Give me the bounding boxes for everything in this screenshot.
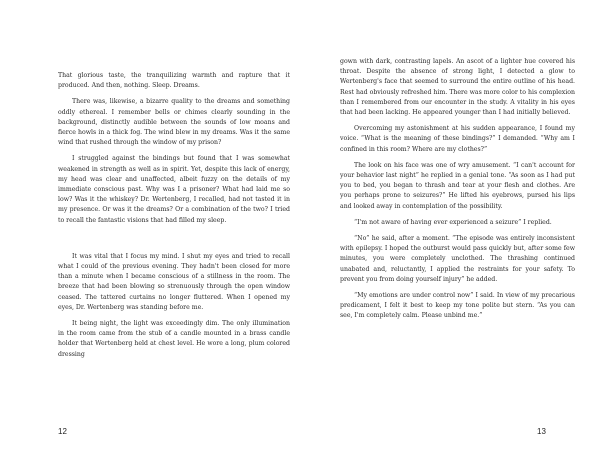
paragraph: “I'm not aware of having ever experienced a seizure” I replied.: [354, 218, 552, 226]
paragraph: It was vital that I focus my mind. I shut my eyes and tried to recall what I could of the previous evening. They hadn't been closed for more than a minute when I became conscious of a stillness in the room. The breeze that had been blowing so strenuously through the open window ceased. The tattered curtains no longer fluttered. When I opened my eyes, Dr. Wertenberg was standing before me.: [58, 252, 290, 311]
paragraph: Overcoming my astonishment at his sudden appearance, I found my voice. “What is the meaning of these bindings?” I demanded. “Why am I confined in this room? Where are my clothes?”: [340, 125, 575, 153]
right-page: [300, 0, 600, 463]
paragraph: The look on his face was one of wry amusement. “I can't account for your behavior last night” he replied in a genial tone. “As soon as I had put you to bed, you began to thrash and tear at your flesh and clothes. Are you perhaps prone to seizures?” He lifted his eyebrows, pursed his lips and looked away in contemplation of the possibility.: [340, 161, 575, 210]
paragraph: gown with dark, contrasting lapels. An ascot of a lighter hue covered his throat. Despite the absence of strong light, I detected a glow to Wertenberg's face that seemed to surround the entire outline of his head. Rest had obviously refreshed him. There was more color to his complexion than I remembered from our encounter in the study. A vitality in his eyes that had been lacking. He appeared younger than I had initially believed.: [340, 58, 575, 117]
right-page-text: [340, 57, 575, 328]
paragraph: “My emotions are under control now” I said. In view of my precarious predicament, I felt it best to keep my tone polite but stern. “As you can see, I'm completely calm. Please unbind me.”: [340, 292, 575, 320]
paragraph: It being night, the light was exceedingly dim. The only illumination in the room came from the stub of a candle mounted in a brass candle holder that Wertenberg held at chest level. He wore a long, plum colored dressing: [58, 320, 290, 358]
page-number: 12: [58, 427, 67, 436]
paragraph: I struggled against the bindings but found that I was somewhat weakened in strength as well as in spirit. Yet, despite this lack of energy, my head was clear and unaffected, albeit fuzzy on the details of my immediate conscious past. Why was I a prisoner? What had laid me so low? Was it the whiskey? Dr. Wertenberg, I recalled, had not tasted it in my presence. Or was it the dreams? Or a combination of the two? I tried to recall the fantastic visions that had filled my sleep.: [58, 155, 290, 224]
paragraph: That glorious taste, the tranquilizing warmth and rapture that it produced. And then, nothing. Sleep. Dreams.: [58, 72, 290, 90]
page-number: 13: [537, 427, 546, 436]
paragraph: “No” he said, after a moment. “The episode was entirely inconsistent with epilepsy. I hoped the outburst would pass quickly but, after some few minutes, you were completely unclothed. The thrashing continued unabated and, reluctantly, I applied the restraints for your safety. To prevent you from doing yourself injury” he added.: [340, 235, 575, 283]
left-page-text: [58, 71, 290, 366]
paragraph: There was, likewise, a bizarre quality to the dreams and something oddly ethereal. I remember bells or chimes clearly sounding in the background, distinctly audible between the sounds of low moans and fierce howls in a thick fog. The wind blew in my dreams. Was it the same wind that rushed through the window of my prison?: [58, 98, 290, 147]
